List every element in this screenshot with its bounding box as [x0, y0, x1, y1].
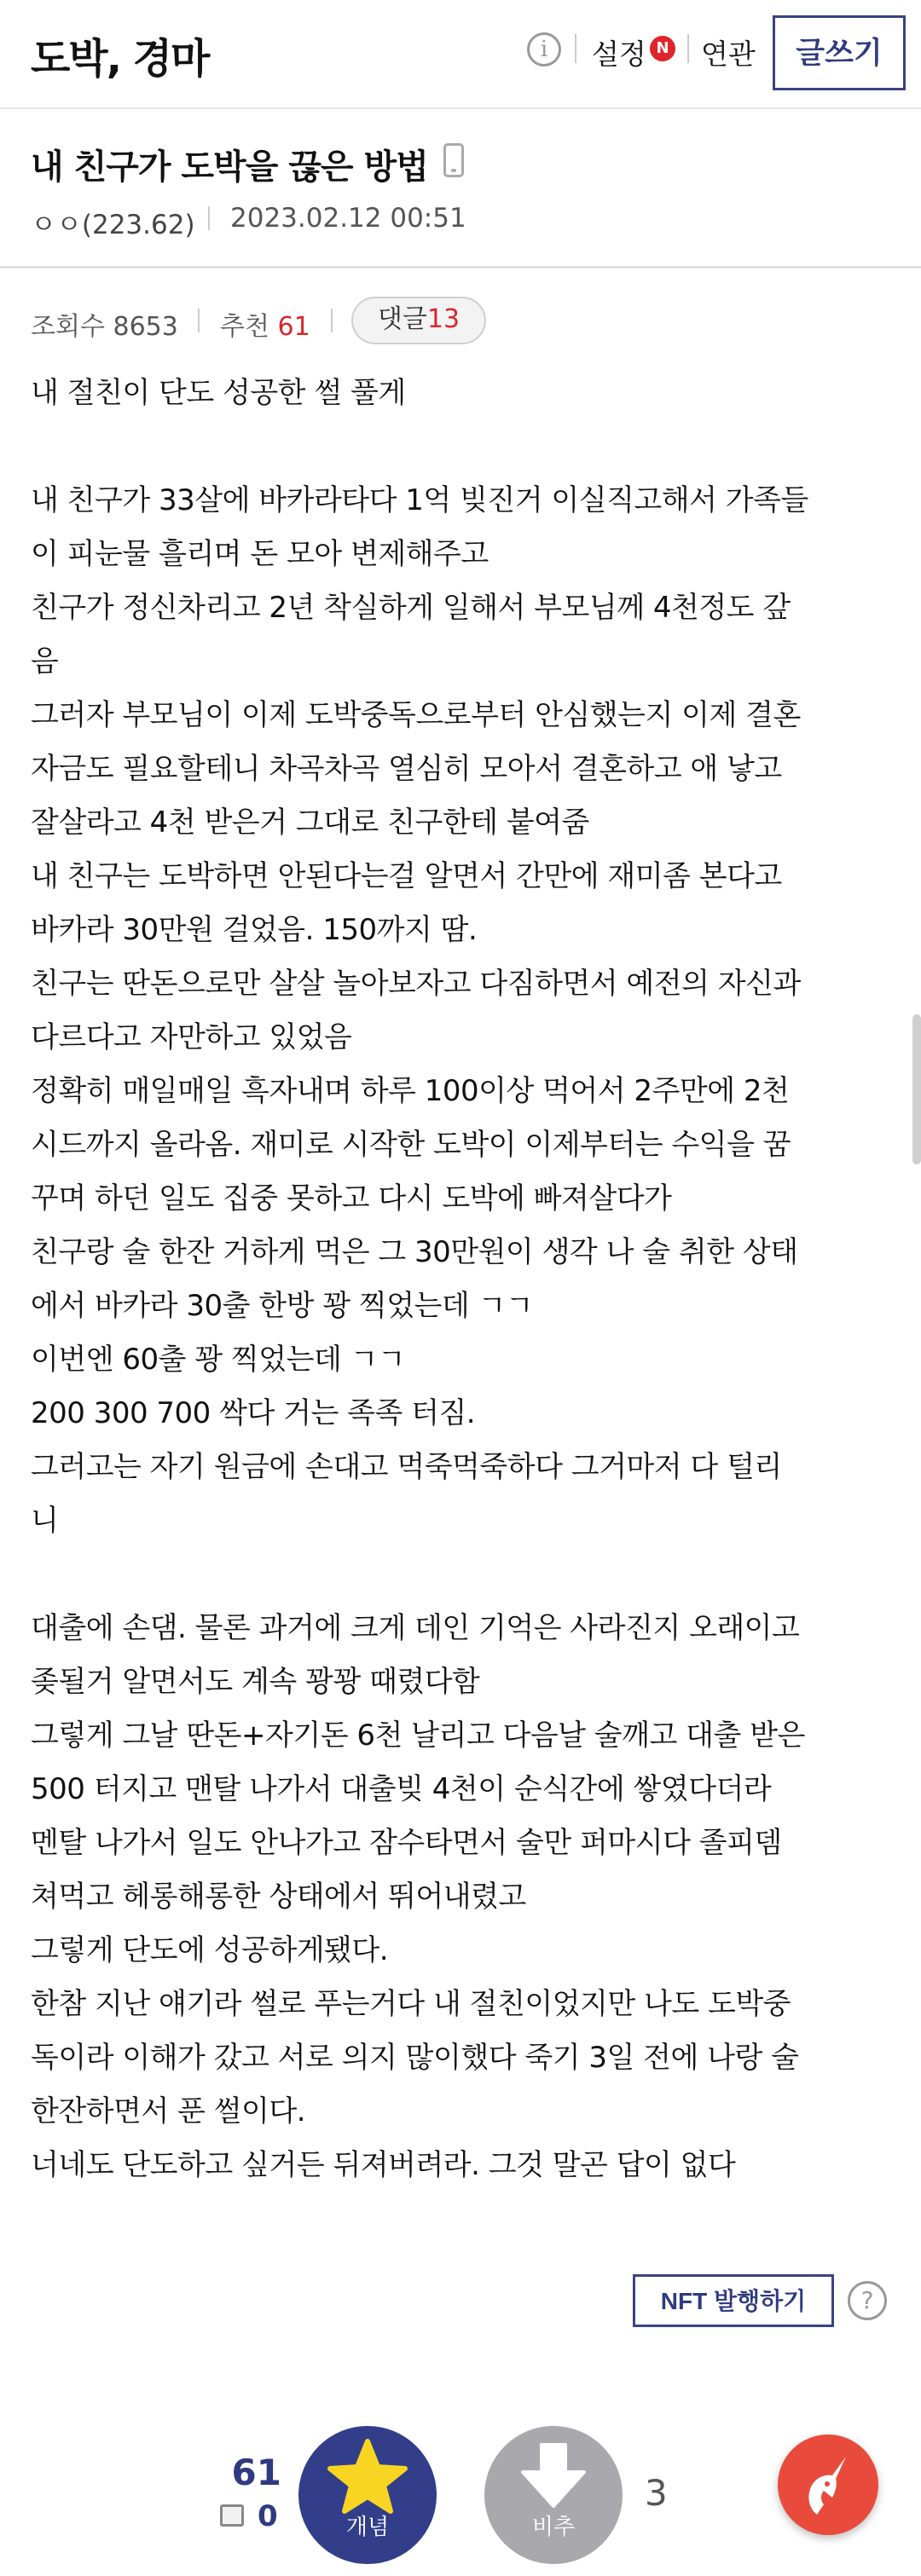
body-line: 정확히 매일매일 흑자내며 하루 100이상 먹어서 2주만에 2천 — [31, 1074, 790, 1108]
comment-value: 13 — [426, 304, 460, 334]
comment-count-button[interactable] — [351, 297, 486, 344]
scrollbar-thumb[interactable] — [912, 1014, 921, 1164]
new-badge: N — [650, 36, 675, 61]
body-line: 친구는 딴돈으로만 살살 놀아보자고 다짐하면서 예전의 자신과 — [31, 967, 801, 1001]
info-icon[interactable]: i — [527, 32, 561, 66]
body-line: 에서 바카라 30출 한방 꽝 찍었는데 ㄱㄱ — [31, 1289, 534, 1323]
body-line: 니 — [31, 1504, 59, 1538]
write-post-button[interactable]: 글쓰기 — [773, 15, 906, 90]
divider — [198, 309, 200, 332]
downvote-label: 비추 — [531, 2515, 576, 2540]
body-line: 이 피눈물 흘리며 돈 모아 변제해주고 — [31, 537, 489, 571]
post-date: 2023.02.12 00:51 — [230, 203, 466, 234]
body-line: 쳐먹고 헤롱해롱한 상태에서 뛰어내렸고 — [31, 1880, 526, 1914]
body-line: 음 — [31, 644, 59, 679]
upvote-count: 61 — [231, 2452, 281, 2493]
body-line: 내 절친이 단도 성공한 썰 풀게 — [31, 376, 406, 410]
body-line — [31, 420, 892, 474]
header-divider — [0, 266, 921, 269]
recommend-value: 61 — [277, 312, 310, 342]
divider — [575, 34, 576, 63]
related-link[interactable]: 연관 — [701, 38, 756, 71]
body-line: 친구랑 술 한잔 거하게 먹은 그 30만원이 생각 나 술 취한 상태 — [31, 1235, 798, 1269]
body-line: 좆될거 알면서도 계속 꽝꽝 때렸다함 — [31, 1665, 480, 1699]
recommend-label: 추천 — [220, 312, 269, 342]
body-line — [31, 1548, 892, 1602]
downvote-count: 3 — [645, 2472, 668, 2514]
body-line: 꾸며 하던 일도 집중 못하고 다시 도박에 빠져살다가 — [31, 1181, 672, 1216]
body-line: 다르다고 자만하고 있었음 — [31, 1020, 352, 1054]
comment-label: 댓글 — [377, 304, 427, 334]
view-count-value: 8653 — [113, 312, 178, 342]
mobile-icon — [443, 143, 464, 177]
body-line: 자금도 필요할테니 차곡차곡 열심히 모아서 결혼하고 애 낳고 — [31, 752, 782, 786]
top-bar — [0, 0, 921, 109]
recommend-count — [220, 305, 310, 343]
fixed-count: 0 — [258, 2499, 278, 2533]
divider — [331, 309, 333, 332]
body-line: 친구가 정신차리고 2년 착실하게 일해서 부모님께 4천정도 갚 — [31, 591, 791, 625]
post-author[interactable]: ㅇㅇ(223.62) — [31, 210, 195, 240]
fix-icon — [220, 2504, 244, 2527]
body-line: 그러고는 자기 원금에 손대고 먹죽먹죽하다 그거마저 다 털리 — [31, 1450, 782, 1484]
body-line: 너네도 단도하고 싶거든 뒤져버려라. 그것 말곤 답이 없다 — [31, 2148, 736, 2182]
body-line: 독이라 이해가 갔고 서로 의지 많이했다 죽기 3일 전에 나랑 술 — [31, 2041, 799, 2075]
settings-link[interactable]: 설정 — [592, 38, 646, 71]
arrow-down-icon — [519, 2443, 588, 2508]
star-icon — [325, 2438, 410, 2515]
body-line: 이번엔 60출 꽝 찍었는데 ㄱㄱ — [31, 1343, 406, 1377]
body-line: 한참 지난 얘기라 썰로 푸는거다 내 절친이었지만 나도 도박중 — [31, 1987, 791, 2021]
question-icon[interactable]: ? — [848, 2281, 887, 2320]
body-line: 시드까지 올라옴. 재미로 시작한 도박이 이제부터는 수익을 꿈 — [31, 1128, 791, 1162]
body-line: 잘살라고 4천 받은거 그대로 친구한테 붙여줌 — [31, 806, 589, 840]
body-line: 그렇게 단도에 성공하게됐다. — [31, 1933, 389, 1967]
body-line: 200 300 700 싹다 거는 족족 터짐. — [31, 1396, 476, 1430]
view-count — [31, 305, 178, 343]
body-line: 500 터지고 맨탈 나가서 대출빚 4천이 순식간에 쌓였다더라 — [31, 1772, 772, 1806]
post-body — [31, 367, 892, 2192]
body-line: 대출에 손댐. 물론 과거에 크게 데인 기억은 사라진지 오래이고 — [31, 1611, 800, 1645]
body-line: 한잔하면서 푼 썰이다. — [31, 2094, 306, 2128]
divider — [208, 206, 210, 230]
post-title: 내 친구가 도박을 끊은 방법 — [31, 147, 428, 187]
unicorn-icon — [798, 2453, 858, 2516]
body-line: 그러자 부모님이 이제 도박중독으로부터 안심했는지 이제 결혼 — [31, 698, 801, 732]
body-line: 멘탈 나가서 일도 안나가고 잠수타면서 술만 퍼마시다 졸피뎀 — [31, 1826, 782, 1860]
nft-mint-button[interactable]: NFT 발행하기 — [633, 2274, 834, 2327]
body-line: 내 친구가 33살에 바카라타다 1억 빚진거 이실직고해서 가족들 — [31, 483, 808, 517]
divider — [687, 34, 689, 63]
board-title[interactable]: 도박, 경마 — [31, 35, 209, 83]
body-line: 내 친구는 도박하면 안된다는걸 알면서 간만에 재미좀 본다고 — [31, 859, 782, 893]
upvote-label: 개념 — [345, 2515, 390, 2540]
view-count-label: 조회수 — [31, 312, 105, 342]
body-line: 그렇게 그날 딴돈+자기돈 6천 날리고 다음날 술깨고 대출 받은 — [31, 1718, 805, 1753]
body-line: 바카라 30만원 걸었음. 150까지 땀. — [31, 913, 478, 947]
floating-action-button[interactable] — [778, 2434, 878, 2535]
